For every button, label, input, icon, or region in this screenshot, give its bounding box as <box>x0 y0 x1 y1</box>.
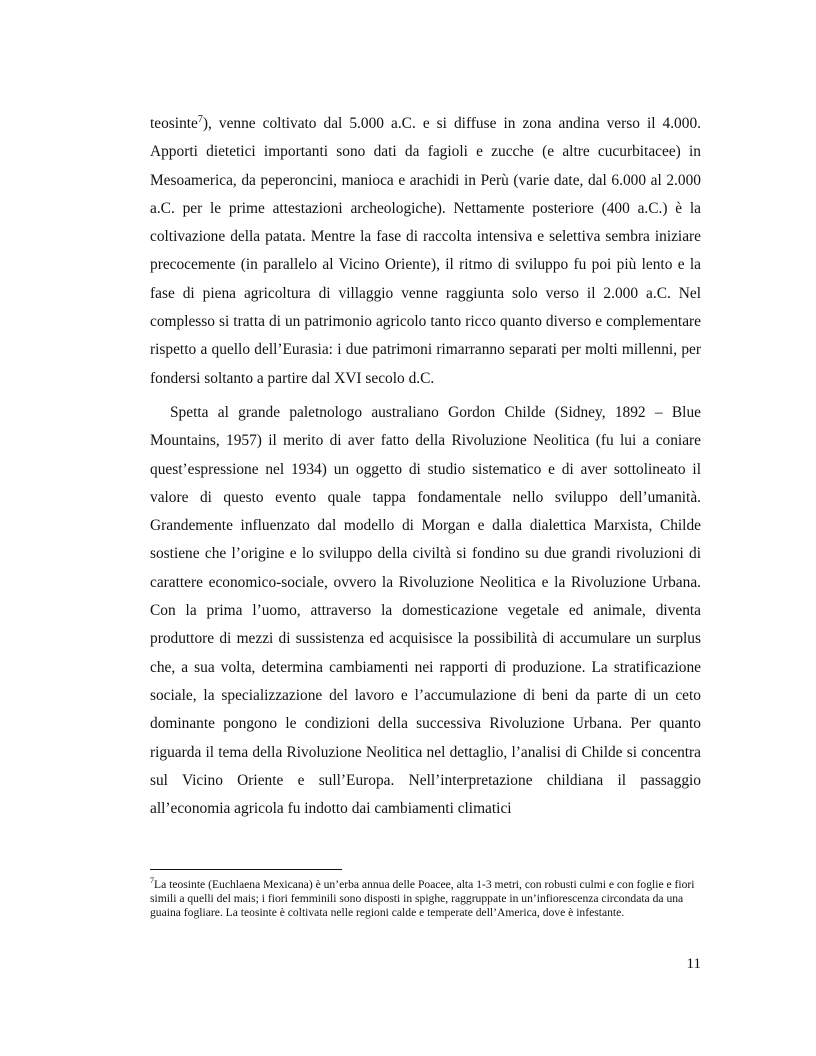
body-text <box>150 110 701 823</box>
footnote-text: La teosinte (Euchlaena Mexicana) è un’erba annua delle Poacee, alta 1-3 metri, con robusti culmi e con foglie e fiori simili a quelli del mais; i fiori femminili sono disposti in spighe, raggruppate in un’infiorescenza circondata da una guaina fogliare. La teosinte è coltivata nelle regioni calde e temperate dell’America, dove è infestante. <box>150 878 695 920</box>
paragraph-1-lead: teosinte <box>150 115 198 132</box>
footnote-divider <box>150 869 342 870</box>
paragraph-2 <box>150 399 701 823</box>
paragraph-1 <box>150 110 701 393</box>
footnote-reference[interactable]: 7 <box>197 113 203 125</box>
footnote-number: 7 <box>150 876 154 886</box>
paragraph-2-text: Spetta al grande paletnologo australiano Gordon Childe (Sidney, 1892 – Blue Mountains, 1957) il merito di aver fatto della Rivoluzione Neolitica (fu lui a coniare quest’espressione nel 1934) un oggetto di studio sistematico e di aver sottolineato il valore di questo evento quale tappa fondamentale nello sviluppo dell’umanità. Grandemente influenzato dal modello di Morgan e dalla dialettica Marxista, Childe sostiene che l’origine e lo sviluppo della civiltà si fondino su due grandi rivoluzioni di carattere economico-sociale, ovvero la Rivoluzione Neolitica e la Rivoluzione Urbana. Con la prima l’uomo, attraverso la domesticazione vegetale ed animale, diventa produttore di mezzi di sussistenza ed acquisisce la possibilità di accumulare un surplus che, a sua volta, determina cambiamenti nei rapporti di produzione. La stratificazione sociale, la specializzazione del lavoro e l’accumulazione di beni da parte di un ceto dominante pongono le condizioni della successiva Rivoluzione Urbana. Per quanto riguarda il tema della Rivoluzione Neolitica nel dettaglio, l’analisi di Childe si concentra sul Vicino Oriente e sull’Europa. Nell’interpretazione childiana il passaggio all’economia agricola fu indotto dai cambiamenti climatici <box>150 403 701 818</box>
footnote <box>150 878 701 921</box>
paragraph-1-text: ), venne coltivato dal 5.000 a.C. e si diffuse in zona andina verso il 4.000. Apporti dietetici importanti sono dati da fagioli e zucche (e altre cucurbitacee) in Mesoamerica, da peperoncini, manioca e arachidi in Perù (varie date, dal 6.000 al 2.000 a.C. per le prime attestazioni archeologiche). Nettamente posteriore (400 a.C.) è la coltivazione della patata. Mentre la fase di raccolta intensiva e selettiva sembra iniziare precocemente (in parallelo al Vicino Oriente), il ritmo di sviluppo fu poi più lento e la fase di piena agricoltura di villaggio venne raggiunta solo verso il 2.000 a.C. Nel complesso si tratta di un patrimonio agricolo tanto ricco quanto diverso e complementare rispetto a quello dell’Eurasia: i due patrimoni rimarranno separati per molti millenni, per fondersi soltanto a partire dal XVI secolo d.C. <box>150 115 701 387</box>
page-number: 11 <box>686 956 701 972</box>
